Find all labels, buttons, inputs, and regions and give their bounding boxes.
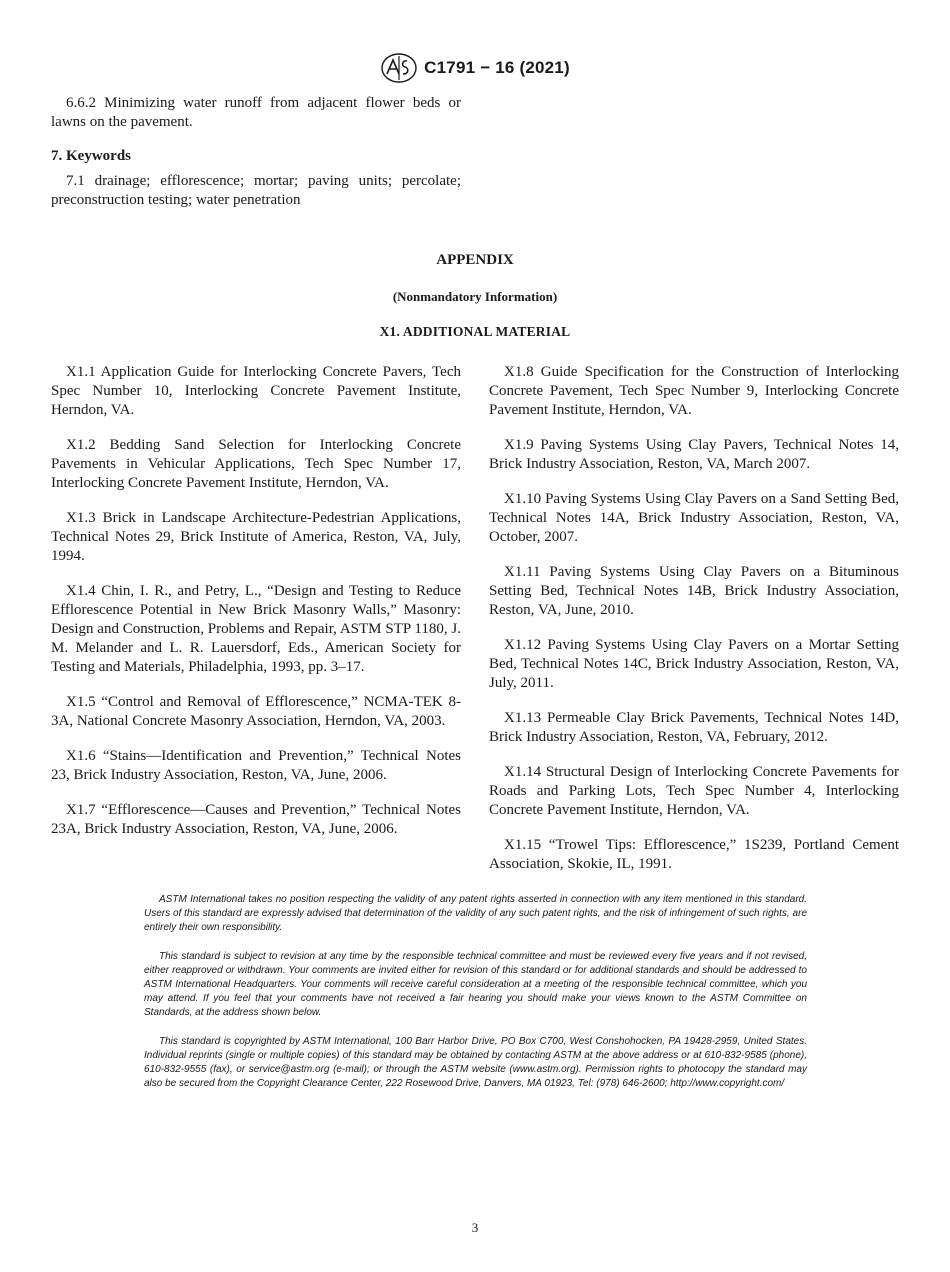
paragraph-7-1: 7.1 drainage; efflorescence; mortar; paving units; percolate; preconstruction testing; water penetration: [51, 173, 461, 208]
reference-item: X1.11 Paving Systems Using Clay Pavers on a Bituminous Setting Bed, Technical Notes 14B, Brick Industry Association, Reston, VA, June, 2010.: [489, 564, 899, 618]
reference-item: X1.1 Application Guide for Interlocking Concrete Pavers, Tech Spec Number 10, Interlocking Concrete Pavement Institute, Herndon, VA.: [51, 364, 461, 418]
astm-logo-icon: [380, 52, 418, 84]
x1-heading: X1. ADDITIONAL MATERIAL: [379, 324, 571, 339]
standard-designation: C1791 − 16 (2021): [424, 58, 570, 77]
keywords-heading: 7. Keywords: [51, 148, 131, 164]
reference-item: X1.14 Structural Design of Interlocking Concrete Pavements for Roads and Parking Lots, Tech Spec Number 4, Interlocking Concrete Pavement Institute, Herndon, VA.: [489, 764, 899, 818]
reference-item: X1.2 Bedding Sand Selection for Interlocking Concrete Pavements in Vehicular Applications, Tech Spec Number 17, Interlocking Concrete Pavement Institute, Herndon, VA.: [51, 437, 461, 491]
paragraph-6-6-2: 6.6.2 Minimizing water runoff from adjacent flower beds or lawns on the pavement.: [51, 95, 461, 130]
reference-item: X1.9 Paving Systems Using Clay Pavers, Technical Notes 14, Brick Industry Association, Reston, VA, March 2007.: [489, 437, 899, 472]
reference-item: X1.3 Brick in Landscape Architecture-Pedestrian Applications, Technical Notes 29, Brick Institute of America, Reston, VA, July, 1994.: [51, 510, 461, 564]
revision-notice: This standard is subject to revision at any time by the responsible technical committee and must be reviewed every five years and if not revised, either reapproved or withdrawn. Your comments are invited either for revision of this standard or for additional standards and should be addressed to ASTM International Headquarters. Your comments will receive careful consideration at a meeting of the responsible technical committee, which you may attend. If you feel that your comments have not received a fair hearing you should make your views known to the ASTM Committee on Standards, at the address shown below.: [144, 951, 807, 1018]
reference-item: X1.10 Paving Systems Using Clay Pavers on a Sand Setting Bed, Technical Notes 14A, Brick Industry Association, Reston, VA, October, 2007.: [489, 491, 899, 545]
reference-item: X1.4 Chin, I. R., and Petry, L., “Design and Testing to Reduce Efflorescence Potential in New Brick Masonry Walls,” Masonry: Design and Construction, Problems and Repair, ASTM STP 1180, J. M. Melander and L. R. Lauersdorf, Eds., American Society for Testing and Materials, Philadelphia, 1993, pp. 3–17.: [51, 583, 461, 675]
reference-item: X1.8 Guide Specification for the Construction of Interlocking Concrete Pavement, Tech Spec Number 9, Interlocking Concrete Pavement Institute, Herndon, VA.: [489, 364, 899, 418]
reference-item: X1.15 “Trowel Tips: Efflorescence,” 1S239, Portland Cement Association, Skokie, IL, 1991.: [489, 837, 899, 872]
reference-item: X1.7 “Efflorescence—Causes and Prevention,” Technical Notes 23A, Brick Industry Association, Reston, VA, June, 2006.: [51, 802, 461, 837]
page-header: [0, 52, 950, 84]
reference-list-right: [489, 363, 899, 890]
legal-footer: [144, 893, 807, 1107]
appendix-subtitle: (Nonmandatory Information): [392, 289, 558, 304]
page-number: 3: [471, 1220, 479, 1235]
patent-notice: ASTM International takes no position respecting the validity of any patent rights asserted in connection with any item mentioned in this standard. Users of this standard are expressly advised that determination of the validity of any such patent rights, and the risk of infringement of such rights, are entirely their own responsibility.: [144, 894, 807, 933]
copyright-notice: This standard is copyrighted by ASTM International, 100 Barr Harbor Drive, PO Box C700, West Conshohocken, PA 19428-2959, United States. Individual reprints (single or multiple copies) of this standard may be obtained by contacting ASTM at the above address or at 610-832-9585 (phone), 610-832-9555 (fax), or service@astm.org (e-mail); or through the ASTM website (www.astm.org). Permission rights to photocopy the standard may also be secured from the Copyright Clearance Center, 222 Rosewood Drive, Danvers, MA 01923, Tel: (978) 646-2600; http://www.copyright.com/: [144, 1036, 807, 1089]
body-top-section: [51, 94, 461, 210]
reference-item: X1.5 “Control and Removal of Efflorescence,” NCMA-TEK 8-3A, National Concrete Masonry Association, Herndon, VA, 2003.: [51, 694, 461, 729]
reference-item: X1.6 “Stains—Identification and Prevention,” Technical Notes 23, Brick Industry Association, Reston, VA, June, 2006.: [51, 748, 461, 783]
reference-item: X1.12 Paving Systems Using Clay Pavers on a Mortar Setting Bed, Technical Notes 14C, Brick Industry Association, Reston, VA, July, 2011.: [489, 637, 899, 691]
appendix-title: APPENDIX: [436, 252, 514, 268]
reference-item: X1.13 Permeable Clay Brick Pavements, Technical Notes 14D, Brick Industry Association, Reston, VA, February, 2012.: [489, 710, 899, 745]
reference-list-left: [51, 363, 461, 855]
